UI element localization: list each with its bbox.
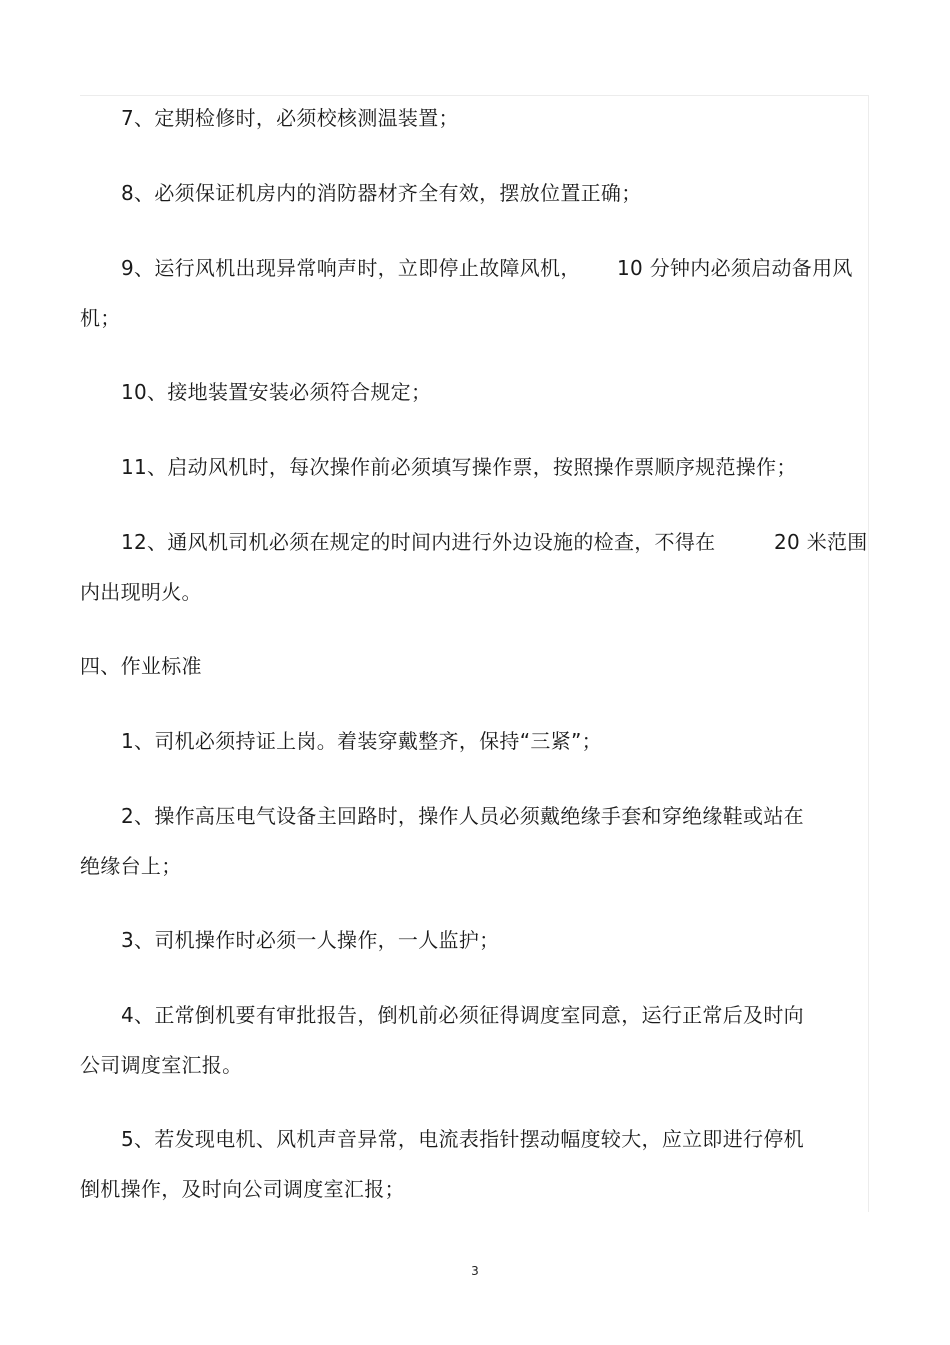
section-heading: 四、作业标准 xyxy=(80,654,202,678)
item-8: 8、必须保证机房内的消防器材齐全有效，摆放位置正确； xyxy=(121,181,642,205)
page-number: 3 xyxy=(471,1264,479,1278)
standard-2-continuation: 绝缘台上； xyxy=(80,854,182,878)
item-9-part-2: 10 分钟内必须启动备用风 xyxy=(617,256,853,280)
standard-5-continuation: 倒机操作，及时向公司调度室汇报； xyxy=(80,1177,405,1201)
item-7: 7、定期检修时，必须校核测温装置； xyxy=(121,106,459,130)
standard-2: 2、操作高压电气设备主回路时，操作人员必须戴绝缘手套和穿绝缘鞋或站在 xyxy=(121,804,804,828)
item-9-part-1: 9、运行风机出现异常响声时，立即停止故障风机， xyxy=(121,256,581,280)
item-10: 10、接地装置安装必须符合规定； xyxy=(121,380,432,404)
item-9-continuation: 机； xyxy=(80,306,121,330)
standard-1: 1、司机必须持证上岗。着装穿戴整齐，保持“三紧”； xyxy=(121,729,602,753)
item-12-continuation: 内出现明火。 xyxy=(80,580,202,604)
standard-5: 5、若发现电机、风机声音异常，电流表指针摆动幅度较大，应立即进行停机 xyxy=(121,1127,804,1151)
standard-4-continuation: 公司调度室汇报。 xyxy=(80,1053,243,1077)
item-11: 11、启动风机时，每次操作前必须填写操作票，按照操作票顺序规范操作； xyxy=(121,455,797,479)
standard-3: 3、司机操作时必须一人操作，一人监护； xyxy=(121,928,500,952)
standard-4: 4、正常倒机要有审批报告，倒机前必须征得调度室同意，运行正常后及时向 xyxy=(121,1003,804,1027)
item-12-part-2: 20 米范围 xyxy=(774,530,868,554)
item-12-part-1: 12、通风机司机必须在规定的时间内进行外边设施的检查，不得在 xyxy=(121,530,716,554)
